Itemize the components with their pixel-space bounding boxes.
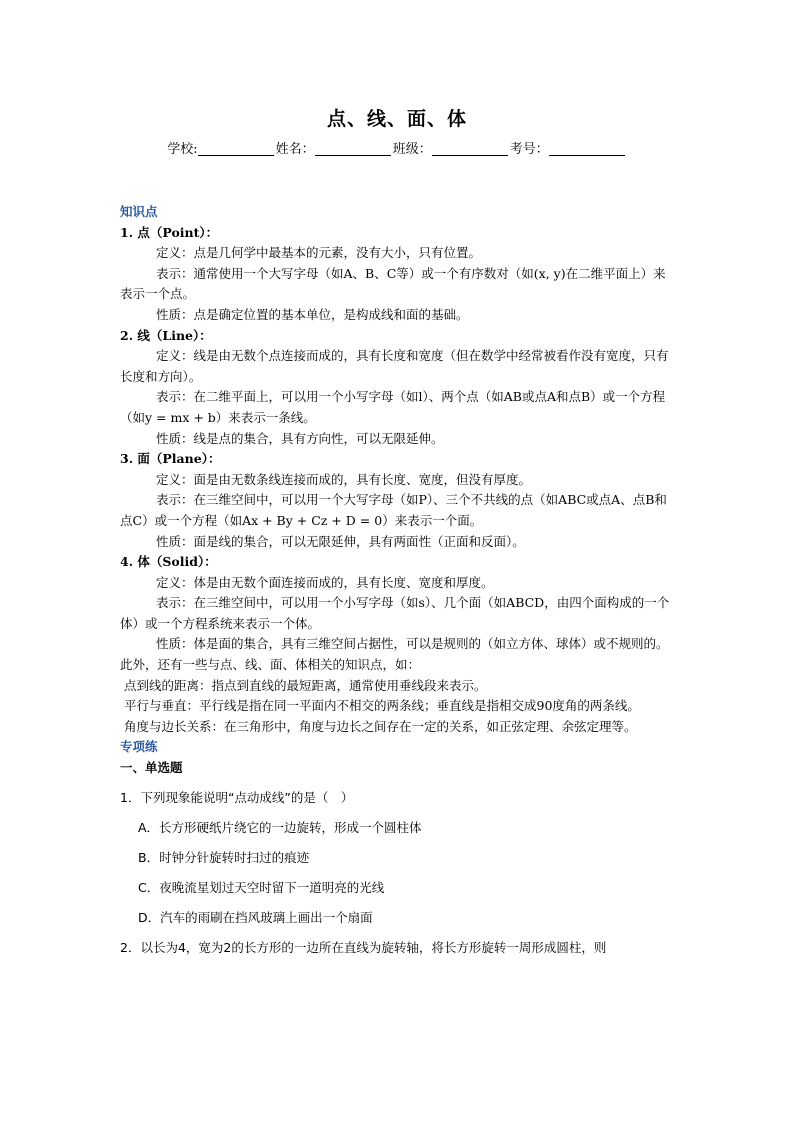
practice-section-heading: 专项练 — [120, 739, 158, 755]
document-body — [120, 202, 678, 959]
question-1-option-c[interactable]: C．夜晚流星划过天空时留下一道明亮的光线 — [138, 879, 385, 895]
plane-representation: 表示：在三维空间中，可以用一个大写字母（如P）、三个不共线的点（如ABC或点A、点B和点C）或一个方程（如Ax + By + Cz + D = 0）来表示一个面。 — [120, 492, 667, 528]
question-1-stem: 1．下列现象能说明“点动成线”的是（ ） — [120, 789, 354, 805]
line-representation: 表示：在二维平面上，可以用一个小写字母（如l）、两个点（如AB或点A和点B）或一个方程（如y = mx + b）来表示一条线。 — [120, 389, 666, 425]
extra-angle-side: 角度与边长关系：在三角形中，角度与边长之间存在一定的关系，如正弦定理、余弦定理等。 — [124, 718, 637, 734]
plane-definition: 定义：面是由无数条线连接而成的，具有长度、宽度，但没有厚度。 — [156, 471, 532, 487]
plane-heading: 3. 面（Plane）： — [120, 451, 221, 467]
solid-property: 性质：体是面的集合，具有三维空间占据性，可以是规则的（如立方体、球体）或不规则的。 — [156, 636, 669, 652]
student-info-line — [0, 138, 794, 157]
question-1-option-b[interactable]: B．时钟分针旋转时扫过的痕迹 — [138, 849, 310, 865]
school-blank[interactable] — [198, 141, 274, 156]
extra-intro: 此外，还有一些与点、线、面、体相关的知识点，如： — [120, 657, 421, 673]
name-blank[interactable] — [315, 141, 391, 156]
knowledge-section-heading: 知识点 — [120, 204, 158, 219]
solid-heading: 4. 体（Solid）： — [120, 554, 217, 570]
school-label: 学校: — [167, 142, 198, 157]
point-representation: 表示：通常使用一个大写字母（如A、B、C等）或一个有序数对（如(x, y)在二维平面上）来表示一个点。 — [120, 265, 666, 302]
exam-number-label: 考号： — [509, 142, 549, 157]
question-1-option-d[interactable]: D．汽车的雨刷在挡风玻璃上画出一个扇面 — [138, 909, 373, 925]
plane-property: 性质：面是线的集合，可以无限延伸，具有两面性（正面和反面）。 — [156, 533, 525, 549]
solid-representation: 表示：在三维空间中，可以用一个小写字母（如s）、几个面（如ABCD，由四个面构成的一个体）或一个方程系统来表示一个体。 — [120, 595, 670, 631]
single-choice-heading: 一、单选题 — [120, 760, 183, 776]
solid-definition: 定义：体是由无数个面连接而成的，具有长度、宽度和厚度。 — [156, 574, 494, 590]
question-2-stem: 2．以长为4，宽为2的长方形的一边所在直线为旋转轴，将长方形旋转一周形成圆柱，则 — [120, 939, 607, 955]
point-property: 性质：点是确定位置的基本单位，是构成线和面的基础。 — [156, 306, 469, 322]
extra-point-to-line: 点到线的距离：指点到直线的最短距离，通常使用垂线段来表示。 — [124, 677, 487, 693]
point-heading: 1. 点（Point）： — [120, 224, 219, 240]
question-1-option-a[interactable]: A．长方形硬纸片绕它的一边旋转，形成一个圆柱体 — [138, 819, 422, 835]
line-property: 性质：线是点的集合，具有方向性，可以无限延伸。 — [156, 430, 444, 446]
name-label: 姓名： — [275, 142, 315, 157]
document-title: 点、线、面、体 — [326, 108, 467, 130]
class-label: 班级： — [392, 142, 432, 157]
point-definition: 定义：点是几何学中最基本的元素，没有大小，只有位置。 — [156, 245, 482, 261]
class-blank[interactable] — [432, 141, 508, 156]
line-definition: 定义：线是由无数个点连接而成的，具有长度和宽度（但在数学中经常被看作没有宽度，只有长度和方向）。 — [120, 348, 669, 384]
exam-number-blank[interactable] — [549, 141, 625, 156]
extra-parallel-perpendicular: 平行与垂直：平行线是指在同一平面内不相交的两条线；垂直线是指相交成90度角的两条线。 — [124, 698, 640, 714]
line-heading: 2. 线（Line）： — [120, 327, 212, 343]
